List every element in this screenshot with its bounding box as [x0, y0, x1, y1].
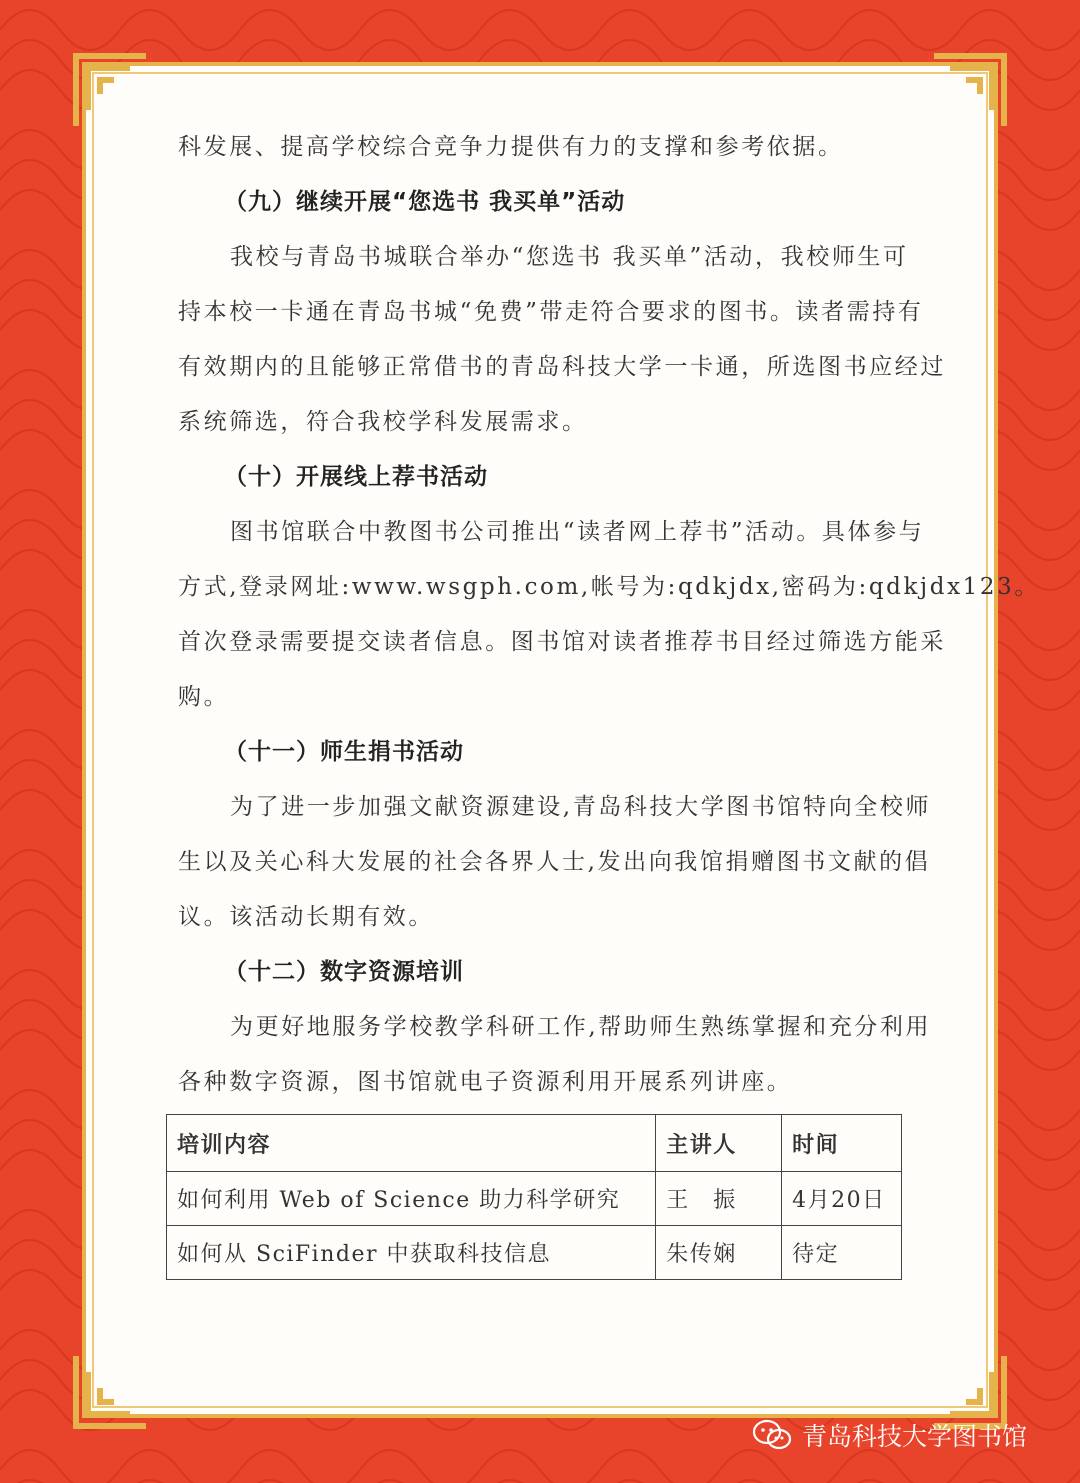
table-header-cell: 培训内容: [167, 1115, 656, 1172]
paragraph-line: 系统筛选，符合我校学科发展需求。: [178, 409, 588, 435]
paragraph-line: 方式,登录网址:www.wsgph.com,帐号为:qdkjdx,密码为:qdkjdx123。: [178, 574, 1040, 600]
table-cell-speaker: 王 振: [656, 1172, 782, 1226]
paragraph-line: 生以及关心科大发展的社会各界人士,发出向我馆捐赠图书文献的倡: [178, 849, 931, 875]
table-cell-speaker: 朱传娴: [656, 1226, 782, 1280]
section-heading: （九）继续开展“您选书 我买单”活动: [224, 189, 626, 215]
table-row: [167, 1172, 902, 1226]
corner-ornament-top-left: [70, 50, 152, 132]
wechat-account-watermark: [752, 1412, 1027, 1458]
paragraph-line: 购。: [178, 684, 230, 710]
table-header-row: [167, 1115, 902, 1172]
table-header-cell: 时间: [782, 1115, 902, 1172]
paragraph-line: 图书馆联合中教图书公司推出“读者网上荐书”活动。具体参与: [230, 519, 925, 545]
corner-ornament-bottom-left: [70, 1350, 152, 1432]
paragraph-line: 有效期内的且能够正常借书的青岛科技大学一卡通，所选图书应经过: [178, 354, 946, 380]
table-cell-time: 待定: [782, 1226, 902, 1280]
paragraph-line: 为了进一步加强文献资源建设,青岛科技大学图书馆特向全校师: [230, 794, 932, 820]
section-heading: （十）开展线上荐书活动: [224, 464, 488, 490]
training-schedule-table: [166, 1114, 902, 1280]
paragraph-line: 为更好地服务学校教学科研工作,帮助师生熟练掌握和充分利用: [230, 1014, 932, 1040]
paragraph-line: 我校与青岛书城联合举办“您选书 我买单”活动，我校师生可: [230, 244, 909, 270]
paragraph-line: 持本校一卡通在青岛书城“免费”带走符合要求的图书。读者需持有: [178, 299, 924, 325]
section-heading: （十一）师生捐书活动: [224, 739, 464, 765]
wechat-icon: [752, 1419, 792, 1451]
corner-ornament-top-right: [928, 50, 1010, 132]
section-heading: （十二）数字资源培训: [224, 959, 464, 985]
table-cell-topic: 如何从 SciFinder 中获取科技信息: [167, 1226, 656, 1280]
document-body: [178, 120, 1040, 1110]
table-cell-time: 4月20日: [782, 1172, 902, 1226]
table-row: [167, 1226, 902, 1280]
paragraph-line: 议。该活动长期有效。: [178, 904, 434, 930]
table-header-cell: 主讲人: [656, 1115, 782, 1172]
table-cell-topic: 如何利用 Web of Science 助力科学研究: [167, 1172, 656, 1226]
paragraph-line: 各种数字资源，图书馆就电子资源利用开展系列讲座。: [178, 1069, 793, 1095]
paragraph-line: 科发展、提高学校综合竞争力提供有力的支撑和参考依据。: [178, 134, 844, 160]
paragraph-line: 首次登录需要提交读者信息。图书馆对读者推荐书目经过筛选方能采: [178, 629, 946, 655]
wechat-account-name: 青岛科技大学图书馆: [802, 1422, 1028, 1451]
